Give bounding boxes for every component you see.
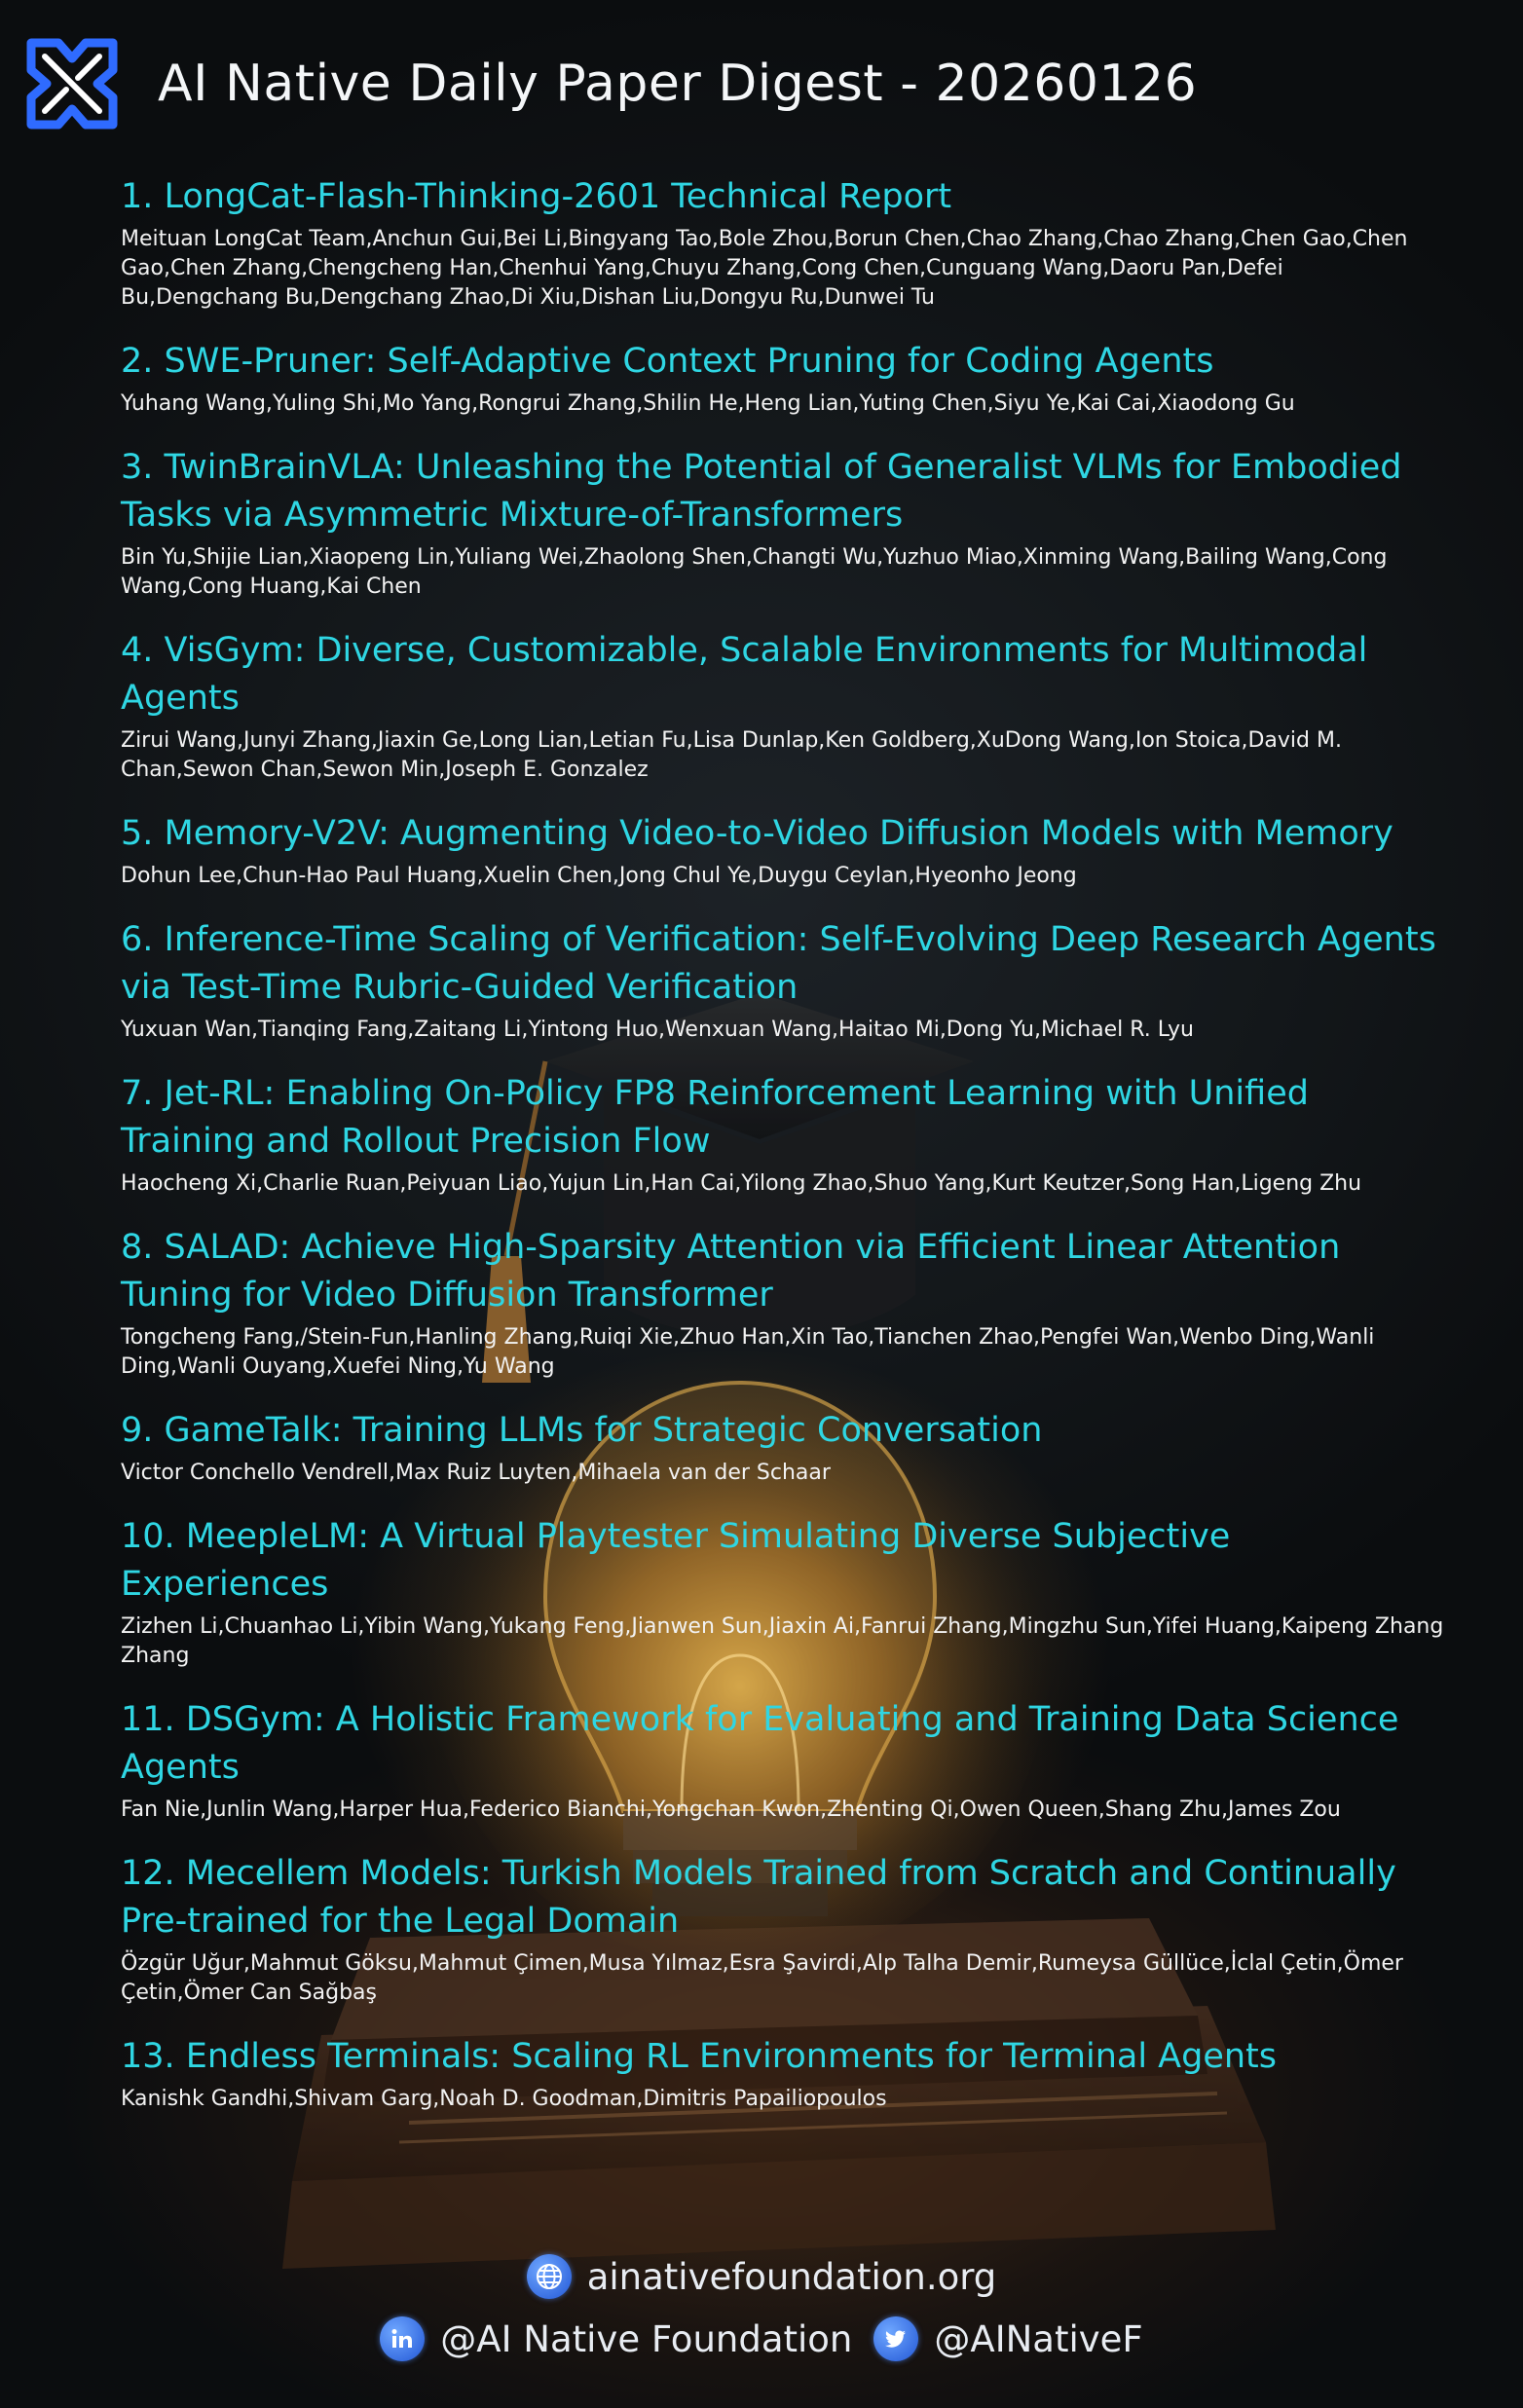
paper-title[interactable]: 13. Endless Terminals: Scaling RL Environments for Terminal Agents [121,2037,1278,2076]
paper-item [121,338,1445,419]
paper-authors: Zizhen Li,Chuanhao Li,Yibin Wang,Yukang Feng,Jianwen Sun,Jiaxin Ai,Fanrui Zhang,Mingzhu Sun,Yifei Huang,Kaipeng Zhang Zhang [121,1614,1444,1668]
paper-title[interactable]: 1. LongCat-Flash-Thinking-2601 Technical Report [121,177,952,216]
website-link[interactable]: ainativefoundation.org [586,2255,997,2298]
twitter-bird-icon [873,2316,918,2361]
paper-item [121,916,1445,1045]
paper-authors: Zirui Wang,Junyi Zhang,Jiaxin Ge,Long Lian,Letian Fu,Lisa Dunlap,Ken Goldberg,XuDong Wang,Ion Stoica,David M. Chan,Sewon Chan,Sewon Min,Joseph E. Gonzalez [121,728,1342,782]
paper-authors: Bin Yu,Shijie Lian,Xiaopeng Lin,Yuliang Wei,Zhaolong Shen,Changti Wu,Yuzhuo Miao,Xinming Wang,Bailing Wang,Cong Wang,Cong Huang,Kai Chen [121,545,1388,599]
paper-title[interactable]: 8. SALAD: Achieve High-Sparsity Attention via Efficient Linear Attention Tuning for Video Diffusion Transformer [121,1228,1341,1315]
social-row [0,2316,1523,2361]
paper-authors: Haocheng Xi,Charlie Ruan,Peiyuan Liao,Yujun Lin,Han Cai,Yilong Zhao,Shuo Yang,Kurt Keutzer,Song Han,Ligeng Zhu [121,1171,1362,1196]
paper-item [121,173,1445,313]
paper-item [121,1070,1445,1199]
paper-authors: Dohun Lee,Chun-Hao Paul Huang,Xuelin Chen,Jong Chul Ye,Duygu Ceylan,Hyeonho Jeong [121,864,1077,888]
paper-item [121,1513,1445,1671]
paper-item [121,810,1445,891]
paper-title[interactable]: 6. Inference-Time Scaling of Verification: Self-Evolving Deep Research Agents via Test-Time Rubric-Guided Verification [121,920,1436,1007]
paper-title[interactable]: 3. TwinBrainVLA: Unleashing the Potential of Generalist VLMs for Embodied Tasks via Asymmetric Mixture-of-Transformers [121,448,1402,535]
paper-authors: Kanishk Gandhi,Shivam Garg,Noah D. Goodman,Dimitris Papailiopoulos [121,2087,887,2111]
paper-authors: Fan Nie,Junlin Wang,Harper Hua,Federico Bianchi,Yongchan Kwon,Zhenting Qi,Owen Queen,Shang Zhu,James Zou [121,1797,1341,1822]
paper-item [121,1696,1445,1825]
linkedin-link[interactable]: @AI Native Foundation [440,2317,853,2360]
ai-native-x-logo-icon [23,35,121,132]
twitter-link[interactable]: @AINativeF [934,2317,1143,2360]
paper-title[interactable]: 2. SWE-Pruner: Self-Adaptive Context Pruning for Coding Agents [121,342,1214,381]
paper-title[interactable]: 11. DSGym: A Holistic Framework for Evaluating and Training Data Science Agents [121,1700,1399,1787]
paper-item [121,627,1445,785]
paper-list [121,173,1445,2139]
paper-authors: Yuhang Wang,Yuling Shi,Mo Yang,Rongrui Zhang,Shilin He,Heng Lian,Yuting Chen,Siyu Ye,Kai Cai,Xiaodong Gu [121,391,1295,416]
paper-item [121,1224,1445,1382]
paper-title[interactable]: 5. Memory-V2V: Augmenting Video-to-Video Diffusion Models with Memory [121,814,1393,853]
paper-title[interactable]: 7. Jet-RL: Enabling On-Policy FP8 Reinforcement Learning with Unified Training and Rollout Precision Flow [121,1074,1309,1161]
header [23,35,1197,132]
globe-icon [527,2254,572,2299]
linkedin-icon [380,2316,425,2361]
footer [0,2254,1523,2379]
paper-authors: Yuxuan Wan,Tianqing Fang,Zaitang Li,Yintong Huo,Wenxuan Wang,Haitao Mi,Dong Yu,Michael R. Lyu [121,1018,1194,1042]
paper-authors: Özgür Uğur,Mahmut Göksu,Mahmut Çimen,Musa Yılmaz,Esra Şavirdi,Alp Talha Demir,Rumeysa Güllüce,İclal Çetin,Ömer Çetin,Ömer Can Sağbaş [121,1951,1403,2005]
paper-authors: Tongcheng Fang,/Stein-Fun,Hanling Zhang,Ruiqi Xie,Zhuo Han,Xin Tao,Tianchen Zhao,Pengfei Wan,Wenbo Ding,Wanli Ding,Wanli Ouyang,Xuefei Ning,Yu Wang [121,1325,1375,1379]
paper-authors: Meituan LongCat Team,Anchun Gui,Bei Li,Bingyang Tao,Bole Zhou,Borun Chen,Chao Zhang,Chao Zhang,Chen Gao,Chen Gao,Chen Zhang,Chengcheng Han,Chenhui Yang,Chuyu Zhang,Cong Chen,Cunguang Wang,Daoru Pan,Defei Bu,Dengchang Bu,Dengchang Zhao,Di Xiu,Dishan Liu,Dongyu Ru,Dunwei Tu [121,227,1408,310]
paper-title[interactable]: 12. Mecellem Models: Turkish Models Trained from Scratch and Continually Pre-trained for the Legal Domain [121,1854,1396,1941]
paper-title[interactable]: 9. GameTalk: Training LLMs for Strategic Conversation [121,1411,1043,1450]
paper-item [121,1850,1445,2008]
paper-title[interactable]: 10. MeepleLM: A Virtual Playtester Simulating Diverse Subjective Experiences [121,1517,1231,1604]
paper-title[interactable]: 4. VisGym: Diverse, Customizable, Scalable Environments for Multimodal Agents [121,631,1368,718]
website-row [0,2254,1523,2299]
paper-item [121,444,1445,602]
paper-item [121,2033,1445,2114]
paper-authors: Victor Conchello Vendrell,Max Ruiz Luyten,Mihaela van der Schaar [121,1461,831,1485]
page-title: AI Native Daily Paper Digest - 20260126 [158,55,1198,113]
paper-item [121,1407,1445,1488]
